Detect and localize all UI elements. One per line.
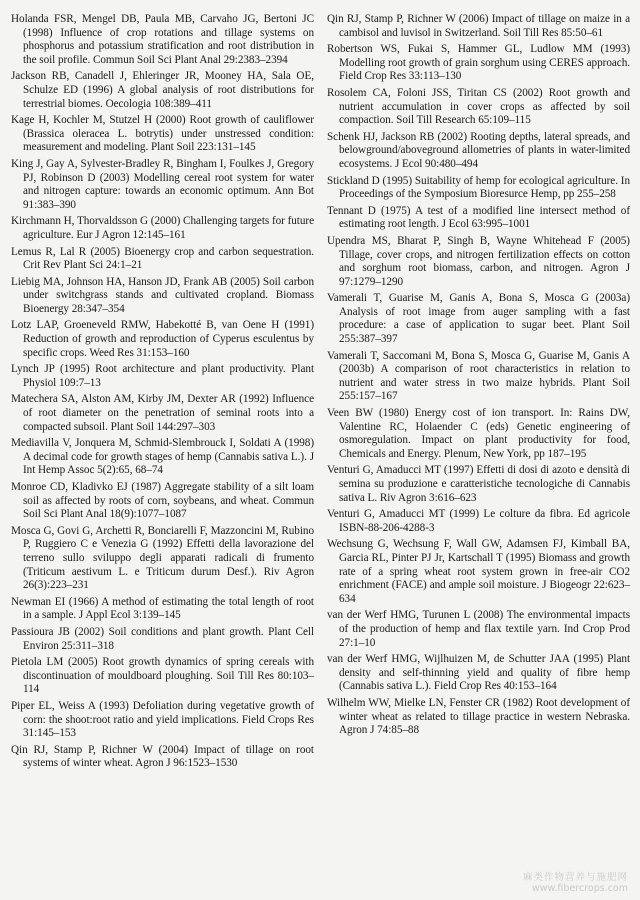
reference-entry: Wechsung G, Wechsung F, Wall GW, Adamsen FJ, Kimball BA, Garcia RL, Pinter PJ Jr, Kartschall T (1995) Biomass and growth rate of a spring wheat root system grown in free-air CO2 enrichment (FACE) and ample soil moisture. J Biogeogr 22:623–634 [327, 538, 630, 605]
reference-entry: Vamerali T, Saccomani M, Bona S, Mosca G, Guarise M, Ganis A (2003b) A comparison of root characteristics in relation to nutrient and water stress in two maize hybrids. Plant Soil 255:157–167 [327, 349, 630, 403]
reference-entry: Lemus R, Lal R (2005) Bioenergy crop and carbon sequestration. Crit Rev Plant Sci 24:1–21 [11, 245, 314, 272]
reference-entry: Tennant D (1975) A test of a modified line intersect method of estimating root length. J Ecol 63:995–1001 [327, 204, 630, 231]
reference-column-right [327, 13, 630, 900]
reference-entry: Kage H, Kochler M, Stutzel H (2000) Root growth of cauliflower (Brassica oleracea L. botrytis) under unstressed condition: measurement and modeling. Plant Soil 223:131–145 [11, 114, 314, 154]
reference-entry: Upendra MS, Bharat P, Singh B, Wayne Whitehead F (2005) Tillage, cover crops, and nitrogen fertilization effects on cotton and sorghum root biomass, carbon, and nitrogen. Agron J 97:1279–1290 [327, 234, 630, 288]
reference-entry: Qin RJ, Stamp P, Richner W (2004) Impact of tillage on root systems of winter wheat. Agron J 96:1523–1530 [11, 743, 314, 770]
reference-entry: van der Werf HMG, Turunen L (2008) The environmental impacts of the production of hemp and flax textile yarn. Ind Crop Prod 27:1–10 [327, 609, 630, 649]
reference-entry: Matechera SA, Alston AM, Kirby JM, Dexter AR (1992) Influence of root diameter on the penetration of seminal roots into a compacted subsoil. Plant Soil 144:297–303 [11, 393, 314, 433]
reference-entry: Lynch JP (1995) Root architecture and plant productivity. Plant Physiol 109:7–13 [11, 363, 314, 389]
site-watermark [523, 872, 628, 894]
reference-entry: Mosca G, Govi G, Archetti R, Bonciarelli F, Mazzoncini M, Rubino P, Ruggiero C e Venezia G (1992) Effetti della lavorazione del terreno sullo sviluppo degli apparati radicali di frumento (Triticum aestivum L. e Triticum durum Desf.). Riv Agron 26(3):223–231 [11, 524, 314, 592]
reference-entry: Holanda FSR, Mengel DB, Paula MB, Carvaho JG, Bertoni JC (1998) Influence of crop rotations and tillage systems on phosphorus and potassium stratification and root distribution in the soil profile. Commun Soil Sci Plant Anal 29:2383–2394 [11, 13, 314, 66]
reference-entry: Wilhelm WW, Mielke LN, Fenster CR (1982) Root development of winter wheat as related to tillage practice in western Nebraska. Agron J 74:85–88 [327, 696, 630, 737]
reference-entry: Liebig MA, Johnson HA, Hanson JD, Frank AB (2005) Soil carbon under switchgrass stands and cultivated cropland. Biomass Bioenergy 28:347–354 [11, 275, 314, 315]
reference-entry: Pietola LM (2005) Root growth dynamics of spring cereals with discontinuation of mouldboard ploughing. Soil Till Res 80:103–114 [11, 656, 314, 696]
watermark-url: www.fibercrops.com [531, 883, 628, 894]
reference-entry: Monroe CD, Kladivko EJ (1987) Aggregate stability of a silt loam soil as affected by roots of corn, soybeans, and wheat. Commun Soil Sci Plant Anal 18(9):1077–1087 [11, 481, 314, 521]
reference-entry: Venturi G, Amaducci MT (1997) Effetti di dosi di azoto e densità di semina su produzione e caratteristiche tecnologiche di Cannabis sativa L. Riv Agron 3:616–623 [327, 464, 630, 504]
reference-entry: King J, Gay A, Sylvester-Bradley R, Bingham I, Foulkes J, Gregory PJ, Robinson D (2003) Modelling cereal root system for water and nitrogen capture: towards an economic optimum. Ann Bot 91:383–390 [11, 157, 314, 211]
reference-entry: Venturi G, Amaducci MT (1999) Le colture da fibra. Ed agricole ISBN-88-206-4288-3 [327, 508, 630, 534]
reference-entry: Veen BW (1980) Energy cost of ion transport. In: Rains DW, Valentine RC, Holaender C (eds) Genetic engineering of osmoregulation. Impact on plant productivity for food, Chemicals and Energy. Plenum, New York, pp 187–195 [327, 407, 630, 460]
reference-entry: Jackson RB, Canadell J, Ehleringer JR, Mooney HA, Sala OE, Schulze ED (1996) A global analysis of root distributions for terrestrial biomes. Oecologia 108:389–411 [11, 70, 314, 110]
reference-entry: Robertson WS, Fukai S, Hammer GL, Ludlow MM (1993) Modelling root growth of grain sorghum using CERES approach. Field Crop Res 33:113–130 [327, 43, 630, 83]
reference-entry: Schenk HJ, Jackson RB (2002) Rooting depths, lateral spreads, and belowground/aboveground allometries of plants in water-limited ecosystems. J Ecol 90:480–494 [327, 130, 630, 170]
reference-entry: Rosolem CA, Foloni JSS, Tiritan CS (2002) Root growth and nutrient accumulation in cover crops as affected by soil compaction. Soil Till Research 65:109–115 [327, 86, 630, 127]
reference-entry: Newman EI (1966) A method of estimating the total length of root in a sample. J Appl Ecol 3:139–145 [11, 595, 314, 622]
reference-entry: Vamerali T, Guarise M, Ganis A, Bona S, Mosca G (2003a) Analysis of root image from auger sampling with a fast procedure: a case of application to sugar beet. Plant Soil 255:387–397 [327, 292, 630, 346]
reference-entry: Mediavilla V, Jonquera M, Schmid-Slembrouck I, Soldati A (1998) A decimal code for growth stages of hemp (Cannabis sativa L.). J Int Hemp Assoc 5(2):65, 68–74 [11, 437, 314, 477]
reference-entry: Lotz LAP, Groeneveld RMW, Habekotté B, van Oene H (1991) Reduction of growth and reproduction of Cyperus esculentus by specific crops. Weed Res 31:153–160 [11, 319, 314, 359]
reference-entry: Stickland D (1995) Suitability of hemp for ecological agriculture. In Proceedings of the Symposium Bioresurce Hemp, pp 255–258 [327, 174, 630, 201]
reference-column-left [11, 13, 314, 900]
reference-entry: Piper EL, Weiss A (1993) Defoliation during vegetative growth of corn: the shoot:root ratio and yield implications. Field Crops Res 31:145–153 [11, 699, 314, 740]
reference-entry: Qin RJ, Stamp P, Richner W (2006) Impact of tillage on maize in a cambisol and luvisol in Switzerland. Soil Till Res 85:50–61 [327, 13, 630, 39]
watermark-site-name: 麻类作物营养与施肥网 [522, 872, 628, 883]
reference-entry: Passioura JB (2002) Soil conditions and plant growth. Plant Cell Environ 25:311–318 [11, 625, 314, 652]
reference-entry: van der Werf HMG, Wijlhuizen M, de Schutter JAA (1995) Plant density and self-thinning yield and quality of fibre hemp (Cannabis sativa L.). Field Crop Res 40:153–164 [327, 653, 630, 693]
reference-entry: Kirchmann H, Thorvaldsson G (2000) Challenging targets for future agriculture. Eur J Agron 12:145–161 [11, 215, 314, 241]
